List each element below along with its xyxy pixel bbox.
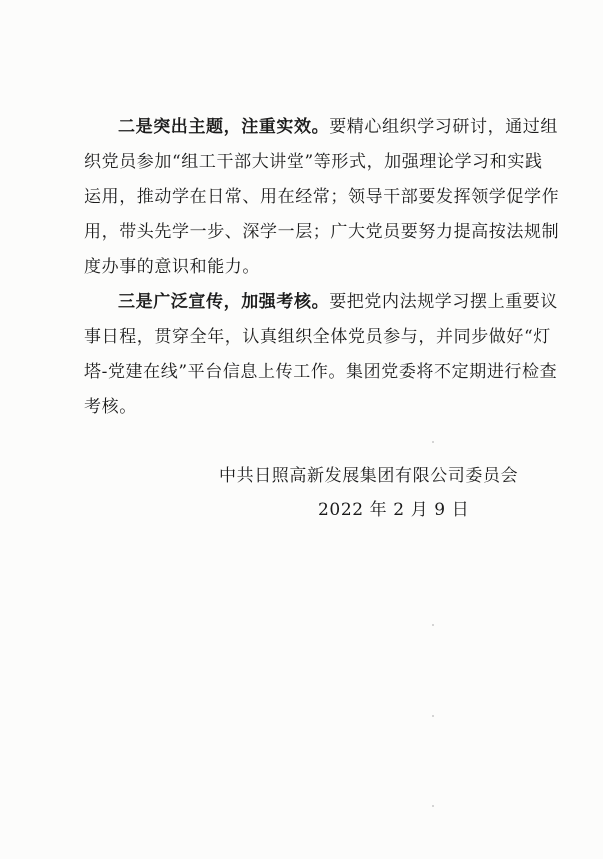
signature-date: 2022 年 2 月 9 日 <box>318 500 470 520</box>
scan-speck <box>432 624 434 626</box>
paragraph-2-line-5: 度办事的意识和能力。 <box>84 257 260 277</box>
paragraph-2-heading: 二是突出主题，注重实效。 <box>118 117 330 137</box>
paragraph-2-line-3: 运用，推动学在日常、用在经常；领导干部要发挥领学促学作 <box>84 187 560 207</box>
scan-speck <box>432 805 434 807</box>
paragraph-2-line-4: 用，带头先学一步、深学一层；广大党员要努力提高按法规制 <box>84 222 560 242</box>
paragraph-3-line-3: 塔-党建在线”平台信息上传工作。集团党委将不定期进行检查 <box>84 362 558 382</box>
paragraph-2-line-1 <box>118 117 558 137</box>
scan-speck <box>432 441 434 443</box>
paragraph-3-line-4: 考核。 <box>84 397 137 417</box>
paragraph-2-line-2: 织党员参加“组工干部大讲堂”等形式，加强理论学习和实践 <box>84 152 543 172</box>
paragraph-3-heading: 三是广泛宣传，加强考核。 <box>118 292 330 312</box>
paragraph-3-line-1 <box>118 292 558 312</box>
paragraph-3-line-2: 事日程，贯穿全年，认真组织全体党员参与，并同步做好“灯 <box>84 327 551 347</box>
paragraph-2-line-1-text: 要精心组织学习研讨，通过组 <box>329 117 559 137</box>
paragraph-3-line-1-text: 要把党内法规学习摆上重要议 <box>329 292 559 312</box>
scan-speck <box>432 715 434 717</box>
signature-organization: 中共日照高新发展集团有限公司委员会 <box>219 466 519 486</box>
